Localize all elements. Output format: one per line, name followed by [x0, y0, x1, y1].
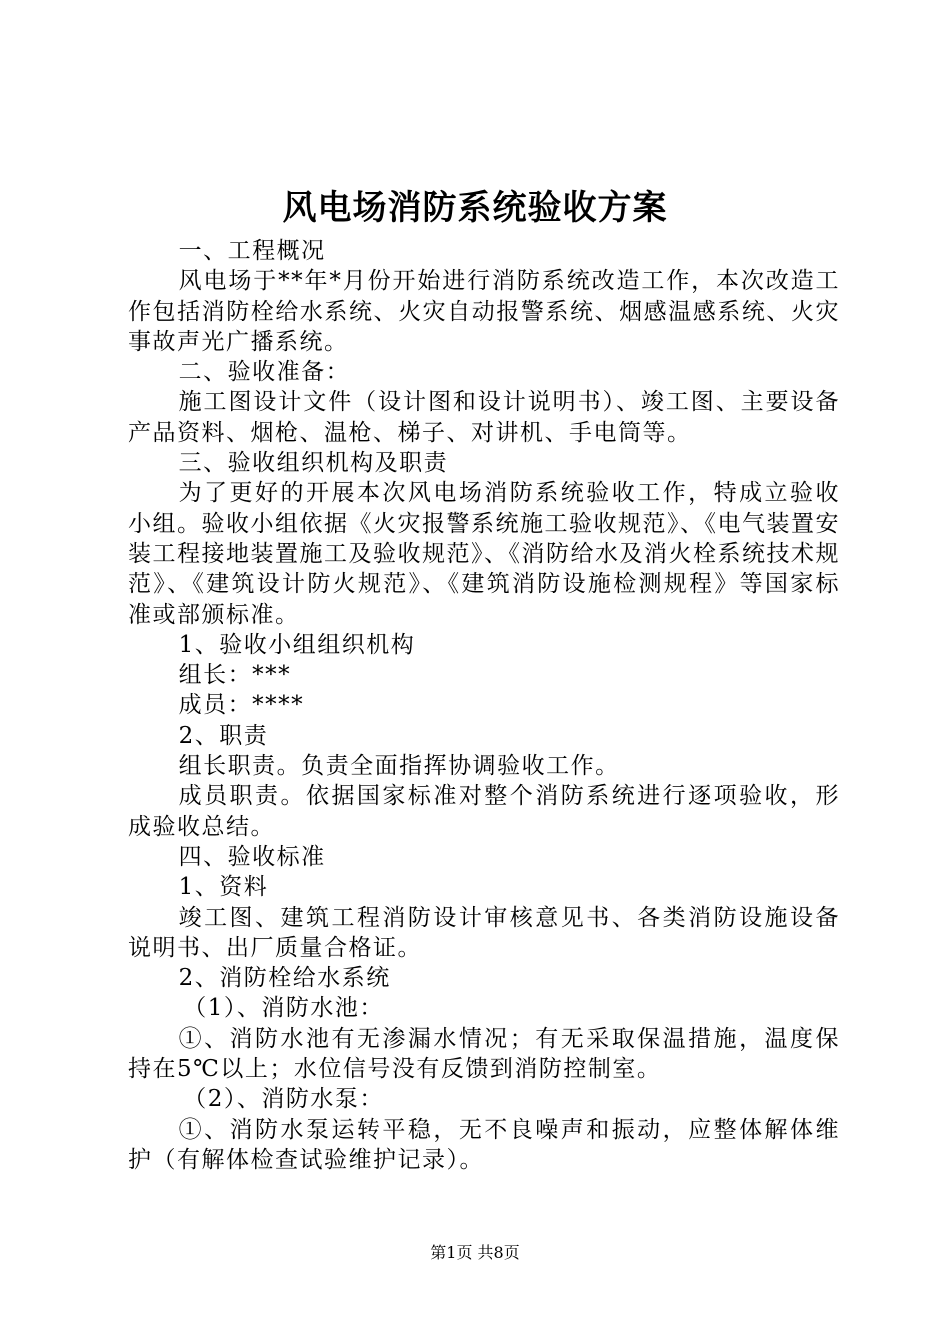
subheading-duties: 2、职责	[178, 722, 269, 749]
heading-section-3: 三、验收组织机构及职责	[178, 450, 449, 477]
paragraph-materials: 竣工图、建筑工程消防设计审核意见书、各类消防设施设备说明书、出厂质量合格证。	[128, 904, 840, 961]
heading-section-4: 四、验收标准	[178, 843, 326, 870]
paragraph-member-duty: 成员职责。依据国家标准对整个消防系统进行逐项验收，形成验收总结。	[128, 783, 840, 840]
paragraph-leader-duty: 组长职责。负责全面指挥协调验收工作。	[178, 753, 620, 780]
document-body	[128, 236, 840, 1175]
subheading-organization: 1、验收小组组织机构	[178, 631, 416, 658]
team-members: 成员：****	[178, 692, 305, 719]
subheading-fire-pool: （1）、消防水池：	[183, 995, 384, 1022]
heading-section-1: 一、工程概况	[178, 238, 326, 264]
document-title: 风电场消防系统验收方案	[282, 188, 668, 228]
page-number-footer: 第1页 共8页	[430, 1243, 520, 1262]
paragraph-fire-pump: ①、消防水泵运转平稳，无不良噪声和振动，应整体解体维护（有解体检查试验维护记录）。	[128, 1116, 840, 1173]
paragraph-overview: 风电场于**年*月份开始进行消防系统改造工作，本次改造工作包括消防栓给水系统、火灾自动报警系统、烟感温感系统、火灾事故声光广播系统。	[128, 268, 840, 355]
paragraph-fire-pool: ①、消防水池有无渗漏水情况；有无采取保温措施，温度保持在5℃以上；水位信号没有反馈到消防控制室。	[128, 1025, 840, 1083]
subheading-hydrant-system: 2、消防栓给水系统	[178, 965, 391, 992]
paragraph-preparation: 施工图设计文件（设计图和设计说明书）、竣工图、主要设备产品资料、烟枪、温枪、梯子、对讲机、手电筒等。	[128, 389, 840, 446]
subheading-materials: 1、资料	[178, 874, 269, 901]
heading-section-2: 二、验收准备：	[178, 359, 351, 386]
subheading-fire-pump: （2）、消防水泵：	[183, 1086, 384, 1113]
team-leader: 组长：***	[178, 662, 292, 689]
paragraph-organization: 为了更好的开展本次风电场消防系统验收工作，特成立验收小组。验收小组依据《火灾报警系统施工验收规范》、《电气装置安装工程接地装置施工及验收规范》、《消防给水及消火栓系统技术规范》、《建筑设计防火规范》、《建筑消防设施检测规程》等国家标准或部颁标准。	[128, 480, 840, 628]
